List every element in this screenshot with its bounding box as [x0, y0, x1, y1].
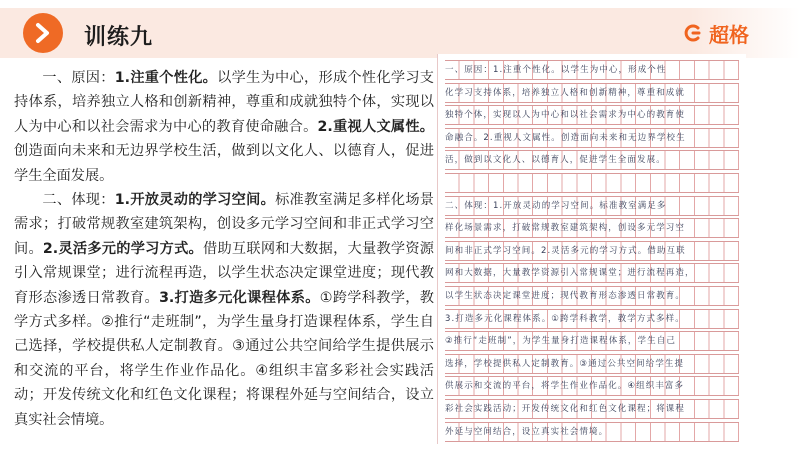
grid-line [445, 418, 739, 419]
answer-grid-row [445, 106, 739, 124]
grid-line [445, 237, 739, 238]
answer-grid-row-text: 网和大数据，大量教学资源引入常规课堂；进行流程再造， [445, 268, 695, 279]
grid-line [445, 282, 739, 283]
answer-grid-row [445, 61, 739, 79]
answer-grid-row [445, 377, 739, 395]
point-text: 标准教室满足多样化场景需求；打破常规教室建筑架构，创设多元学习空间和非正式学习空间。 [14, 192, 434, 257]
point-heading: 1.注重个性化。 [114, 70, 218, 86]
grid-line [445, 395, 739, 396]
answer-grid-row-text: 外延与空间结合，设立真实社会情境。 [445, 426, 609, 437]
grid-line [445, 79, 739, 80]
answer-grid-row-text: 二、体现：1.开放灵动的学习空间。标准教室满足多 [445, 200, 667, 211]
answer-grid-row [445, 355, 739, 373]
brand-name: 超格 [709, 22, 749, 47]
grid-line [445, 260, 739, 261]
grid-line [445, 124, 739, 125]
brand-logo [683, 19, 749, 47]
page-title: 训练九 [84, 25, 154, 50]
answer-grid-row-text: ②推行“走班制”，为学生量身打造课程体系，学生自己 [445, 336, 676, 347]
grid-line [445, 441, 739, 442]
point-text: 以学生为中心，形成个性化学习支持体系，培养独立人格和创新精神，尊重和成就独特个体，实现以人为中心和以社会需求为中心的教育使命融合。 [14, 70, 434, 135]
answer-grid-row-text: 活，做到以文化人、以德育人，促进学生全面发展。 [445, 155, 666, 166]
answer-grid-row [445, 310, 739, 328]
answer-grid-row-text: 独特个体，实现以人为中心和以社会需求为中心的教育使 [445, 110, 686, 121]
answer-grid-row-text: 间和非正式学习空间。2.灵活多元的学习方式。借助互联 [445, 245, 686, 256]
answer-paragraph-1 [14, 66, 434, 188]
grid-line [445, 215, 739, 216]
point-heading: 3.打造多元化课程体系。 [159, 289, 320, 306]
answer-grid-row-text: 供展示和交流的平台，将学生作业作品化。④组织丰富多 [445, 381, 685, 392]
grid-line [445, 305, 739, 306]
answer-grid-row-text: 一、原因：1.注重个性化。以学生为中心，形成个性 [445, 65, 667, 75]
point-heading: 1.开放灵动的学习空间。 [114, 192, 276, 209]
answer-grid-row-text: 以学生状态决定课堂进度；现代教育形态渗透日常教育。 [445, 291, 686, 301]
answer-grid-row [445, 219, 739, 237]
answer-grid-row-text: 命融合。2.重视人文属性。创造面向未来和无边界学校生 [445, 132, 686, 143]
brand-c-icon [683, 23, 703, 43]
point-heading: 2.重视人文属性。 [317, 118, 434, 135]
model-answer-text [14, 66, 434, 432]
answer-grid-row-text: 样化场景需求，打破常规教室建筑架构，创设多元学习空 [445, 223, 686, 234]
grid-line [445, 147, 739, 148]
answer-grid-row [445, 129, 739, 147]
answer-grid-row [445, 84, 739, 102]
point-text: 借助互联网和大数据，大量教学资源引入常规课堂；进行流程再造，以学生状态决定课堂进度；现代教育形态渗透日常教育。 [14, 240, 434, 306]
answer-paragraph-2 [14, 188, 434, 432]
answer-grid-row [445, 287, 739, 305]
section-lead: 一、原因： [42, 70, 115, 86]
answer-grid-row-text: 选择，学校提供私人定制教育。③通过公共空间给学生提 [445, 358, 685, 369]
answer-grid-row [445, 151, 739, 169]
answer-grid-row-text: 彩社会实践活动；开发传统文化和红色文化课程；将课程 [445, 404, 686, 414]
answer-grid-row [445, 423, 739, 441]
slide-header [0, 0, 800, 60]
point-text: ①跨学科教学，教学方式多样。②推行“走班制”，为学生量身打造课程体系，学生自己选择，学校提供私人定制教育。③通过公共空间给学生提供展示和交流的平台，将学生作业作品化。④组织丰富多彩社会实践活动；开发传统文化和红色文化课程；将课程外延与空间结合，设立真实社会情境。 [14, 289, 434, 428]
play-arrow-badge-icon [23, 13, 63, 53]
section-lead: 二、体现： [42, 192, 115, 209]
answer-grid-row [445, 174, 739, 192]
grid-line [445, 328, 739, 329]
grid-line [445, 192, 739, 193]
answer-grid-row-text: 3.打造多元化课程体系。①跨学科教学，教学方式多样。 [445, 313, 685, 324]
answer-grid-row [445, 332, 739, 350]
grid-line [445, 102, 739, 103]
answer-grid-row [445, 264, 739, 282]
grid-line [445, 169, 739, 170]
answer-grid-row [445, 400, 739, 418]
point-text: 创造面向未来和无边界学校生活，做到以文化人、以德育人，促进学生全面发展。 [14, 143, 434, 184]
answer-grid-row [445, 197, 739, 215]
answer-grid-row-text: 化学习支持体系，培养独立人格和创新精神，尊重和成就 [445, 87, 686, 98]
grid-line [445, 350, 739, 351]
point-heading: 2.灵活多元的学习方式。 [42, 240, 203, 257]
answer-grid-row [445, 242, 739, 260]
grid-line [445, 373, 739, 374]
